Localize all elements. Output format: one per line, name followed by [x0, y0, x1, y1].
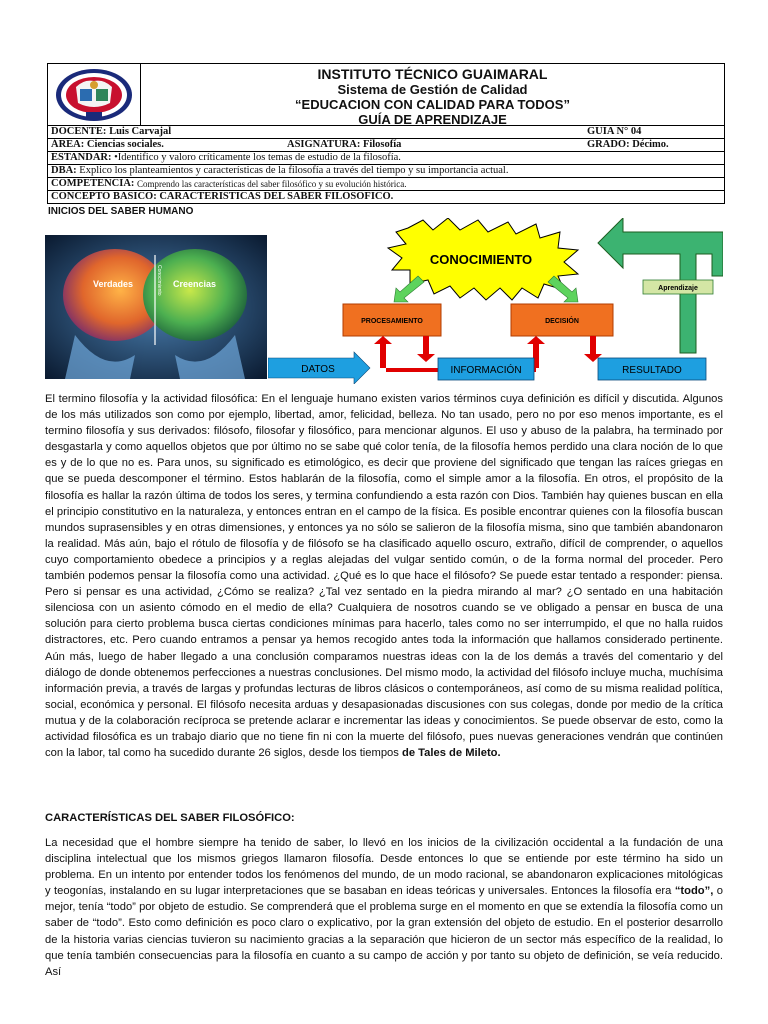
row-competencia [48, 178, 724, 191]
brain-image [45, 235, 267, 379]
guide-title: GUÍA DE APRENDIZAJE [358, 112, 507, 127]
docente-value: Luis Carvajal [109, 126, 172, 137]
motto: “EDUCACION CON CALIDAD PARA TODOS” [295, 97, 570, 112]
datos-label: DATOS [301, 364, 335, 375]
section-title: INICIOS DEL SABER HUMANO [48, 206, 194, 217]
paragraph-3-bold: “todo”, [674, 885, 714, 898]
green-arrow-left [394, 276, 424, 302]
paragraph-1-text: El termino filosofía y la actividad filosófica: En el lenguaje humano existen varios términos cuya definición es difícil y discutida. Algunos de los más utilizados son como por ejemplo, libertad, amor, felicidad, belleza. No tan usado, pero no por eso menos importante, es el termino filosofía y sus derivados: filósofo, filosofar y filosófico, para mencionar algunos. El uso y abuso de la palabra, ha terminado por desgastarla y como aquellos objetos que por último no se sabe qué color tenía, de la filosofía hemos perdido una clara noción de lo que es y de lo que no es. Para unos, su significado es etimológico, es decir que proviene del significado que tengan las raíces griegas en que se pueda descomponer el término. Estos hablarán de la filosofía, como el simple amor a la filosofía. En otros, el propósito de la filosofía es hallar la razón última de todos los seres, y termina confundiendo a esta razón con Dios. También hay quienes buscan en ella el principio constitutivo en la naturaleza, y entonces entran en el campo de la física. Es posible encontrar quienes con la filosofía buscan mundos suprasensibles y en otras dimensiones, y entonces ya no sólo se salieron de la filosofía misma, sino que también abandonaron la realidad. Más aún, bajo el rótulo de filosofía y de filósofo se ha clasificado aquello oscuro, extraño, difícil de comprender, o aquellos cuyo comportamiento obedece a principios y a reglas alejadas del vulgar sentido común, o de la forma normal del proceder. Pero también podemos pensar la filosofía como una actividad. ¿Qué es lo que hace el filósofo? Se puede estar tentado a responder: piensa. Pero si pensar es una actividad, ¿Cómo se realiza? ¿Tal vez sentado en la piedra mirando al mar? ¿O sentado en una habitación silenciosa con un asiento cómodo en el medio de ella? Cualquiera de nosotros cuando se ve obligado a pensar en busca de una solución para cierto problema busca ciertas condiciones mínimas para hacerlo, tales como no ser interrumpido, el que no halla ruidos distractores, etc. Pero cuando entramos a pensar ya hemos recogido antes toda la información que hallamos considerado pertinente. Aún más, luego de haber llegado a una conclusión comparamos nuestras ideas con la de los demás a través del comentario y del diálogo de donde obtenemos perfecciones a nuestras conclusiones. Del mismo modo, la actividad del filósofo incluye mucha, muchísima información previa, a través de largas y profundas lecturas de libros clásicos o contemporáneos, así como de su misma realidad política, social, económica y personal. El filósofo necesita arduas y desapasionadas discusiones con sus colegas, donde por medio de la crítica mutua y de la colaboración recíproca se pretende aclarar e incrementar las ideas y conocimientos. Se puede observar de esto, como la actividad filosófica es un trabajo diario que no tiene fin ni con la muerte del filósofo, pues nuevas generaciones vendrán que continúen con la labor, tal como ha sucedido durante 26 siglos, desde los tiempos [45, 393, 723, 760]
institution-name: INSTITUTO TÉCNICO GUAIMARAL [317, 66, 548, 82]
asignatura-value: Filosofía [362, 139, 402, 150]
conocimiento-label: CONOCIMIENTO [429, 252, 533, 267]
row-concepto [48, 191, 724, 203]
paragraph-1-bold: de Tales de Mileto. [401, 747, 501, 760]
section2-title [45, 810, 723, 826]
row-estandar [48, 152, 724, 165]
area-value: Ciencias sociales. [86, 139, 164, 150]
paragraph-3-text-c: o mejor, tenía “todo” por objeto de estudio. Se comprenderá que el problema surge en el momento en que se extendía la filosofía como un saber de “todo”. Esto como definición es poco claro o explicativo, por la gran extensión del objeto de estudio. En el posterior desarrollo de la historia varias ciencias tuvieron su nacimiento gracias a la separación que hicieron de un sector más específico de la realidad, lo que tenía también consecuencias para la filosofía en cuanto a su campo de acción y por tanto su objeto de definición, se veía reducido. Así [45, 885, 723, 978]
row-area [48, 139, 724, 152]
area-label: ÁREA: [51, 139, 85, 150]
paragraph-filosofia [45, 391, 723, 761]
competencia-label: COMPETENCIA: [51, 178, 135, 189]
asignatura-label: ASIGNATURA: [287, 139, 361, 150]
knowledge-diagram [268, 218, 723, 384]
guia-value: 04 [630, 126, 642, 137]
green-arrow-right [548, 276, 578, 302]
paragraph-3-text-a: La necesidad que el hombre siempre ha tenido de saber, lo llevó en los inicios de la civilización occidental a la fundación de una disciplina intelectual que los mismos griegos llamaron filosofía. Desde entonces lo que se entiende por este término ha sido un problema. En un intento por entender todos los fenómenos del mundo, de un modo racional, se abandonaron explicaciones mitológicas y teogonías, instalando en su lugar interpretaciones que se basaban en ideas teóricas y universales. Entonces la filosofía era [45, 837, 723, 898]
estandar-value: •Identifico y valoro críticamente los temas de estudio de la filosofía. [114, 152, 401, 163]
brain-label-conocimiento: Conocimiento [156, 265, 162, 296]
dba-label: DBA: [51, 165, 77, 176]
resultado-label: RESULTADO [622, 365, 682, 376]
dba-value: Explico los planteamientos y características de la filosofía a través del tiempo y su importancia actual. [79, 165, 509, 176]
school-logo [48, 64, 141, 125]
informacion-label: INFORMACIÓN [450, 365, 522, 376]
header-top [48, 64, 724, 126]
section2-title-text: CARACTERÍSTICAS DEL SABER FILOSÓFICO: [45, 812, 295, 824]
competencia-value: Comprendo las características del saber filosófico y su evolución histórica. [137, 179, 407, 189]
procesamiento-label: PROCESAMIENTO [361, 318, 423, 325]
brain-label-creencias: Creencias [173, 279, 217, 289]
row-docente [48, 126, 724, 139]
row-dba [48, 165, 724, 178]
concepto-basico: CONCEPTO BASICO: CARACTERISTICAS DEL SABER FILOSOFICO. [51, 191, 394, 202]
paragraph-caracteristicas [45, 835, 723, 980]
guia-label: GUIA N° [587, 126, 629, 137]
header-table [47, 63, 725, 204]
header-titles [141, 64, 724, 125]
aprendizaje-label: Aprendizaje [658, 285, 698, 292]
brain-label-verdades: Verdades [93, 279, 134, 289]
decision-label: DECISIÓN [545, 318, 579, 325]
docente-label: DOCENTE: [51, 126, 107, 137]
grado-value: Décimo. [632, 139, 669, 150]
estandar-label: ESTANDAR: [51, 152, 112, 163]
quality-system: Sistema de Gestión de Calidad [337, 82, 528, 97]
grado-label: GRADO: [587, 139, 630, 150]
